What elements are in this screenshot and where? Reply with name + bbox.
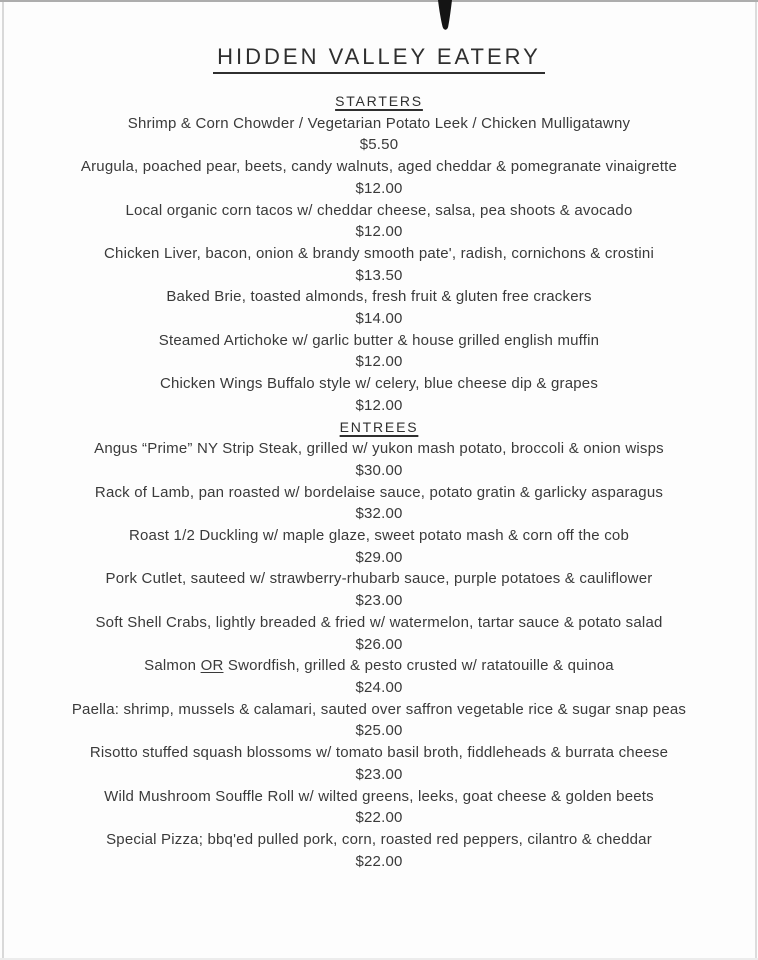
menu-item-name: Chicken Wings Buffalo style w/ celery, blue cheese dip & grapes — [159, 375, 599, 393]
menu-item-price: $12.00 — [355, 353, 403, 371]
menu-item-name: Rack of Lamb, pan roasted w/ bordelaise sauce, potato gratin & garlicky asparagus — [94, 483, 664, 501]
menu-item-price: $26.00 — [355, 635, 403, 653]
menu-item-name: Angus “Prime” NY Strip Steak, grilled w/ yukon mash potato, broccoli & onion wisps — [94, 440, 664, 458]
menu-item-price: $12.00 — [355, 223, 403, 241]
menu-item-name: Wild Mushroom Souffle Roll w/ wilted greens, leeks, goat cheese & golden beets — [104, 787, 654, 805]
menu-item-name: Salmon OR Swordfish, grilled & pesto crusted w/ ratatouille & quinoa — [144, 657, 614, 675]
menu-item-price: $25.00 — [355, 722, 403, 740]
menu-item-price: $23.00 — [355, 592, 403, 610]
menu-item-name: Steamed Artichoke w/ garlic butter & house grilled english muffin — [158, 331, 600, 349]
page-title: HIDDEN VALLEY EATERY — [213, 44, 545, 74]
menu-item-price: $22.00 — [355, 852, 403, 870]
menu-item-price: $14.00 — [355, 310, 403, 328]
menu-item-price: $30.00 — [355, 461, 403, 479]
menu-item-name: Baked Brie, toasted almonds, fresh fruit & gluten free crackers — [166, 288, 592, 306]
section-heading: ENTREES — [339, 418, 419, 435]
menu-item-price: $24.00 — [355, 678, 403, 696]
menu-item-name: Pork Cutlet, sauteed w/ strawberry-rhubarb sauce, purple potatoes & cauliflower — [105, 570, 653, 588]
menu-item-name: Special Pizza; bbq'ed pulled pork, corn, roasted red peppers, cilantro & cheddar — [106, 830, 652, 848]
section-heading-row — [0, 91, 758, 113]
menu-sections — [0, 91, 758, 872]
menu-item-name: Risotto stuffed squash blossoms w/ tomato basil broth, fiddleheads & burrata cheese — [89, 744, 669, 762]
menu-item-name: Arugula, poached pear, beets, candy walnuts, aged cheddar & pomegranate vinaigrette — [80, 158, 678, 176]
menu-item-price: $22.00 — [355, 809, 403, 827]
title-row — [0, 44, 758, 74]
menu-item-name: Local organic corn tacos w/ cheddar cheese, salsa, pea shoots & avocado — [125, 201, 633, 219]
section-heading: STARTERS — [335, 93, 423, 109]
menu-item-price: $29.00 — [355, 548, 403, 566]
menu-item-price: $32.00 — [355, 505, 403, 523]
menu-item-price: $12.00 — [355, 179, 403, 197]
menu-item-name: Soft Shell Crabs, lightly breaded & fried w/ watermelon, tartar sauce & potato salad — [95, 613, 663, 631]
menu-item-price: $5.50 — [359, 136, 399, 154]
section-heading-row — [0, 417, 758, 439]
menu-item-price: $13.50 — [355, 266, 403, 284]
menu-item-name: Roast 1/2 Duckling w/ maple glaze, sweet potato mash & corn off the cob — [128, 527, 629, 545]
menu-item-price: $23.00 — [355, 765, 403, 783]
menu-item-name: Chicken Liver, bacon, onion & brandy smooth pate', radish, cornichons & crostini — [104, 244, 654, 262]
menu-item-price: $12.00 — [355, 396, 403, 414]
menu-item-name: Paella: shrimp, mussels & calamari, sauted over saffron vegetable rice & sugar snap peas — [71, 700, 687, 718]
underlined-word: OR — [200, 657, 224, 675]
menu-item-name: Shrimp & Corn Chowder / Vegetarian Potato Leek / Chicken Mulligatawny — [127, 114, 631, 132]
